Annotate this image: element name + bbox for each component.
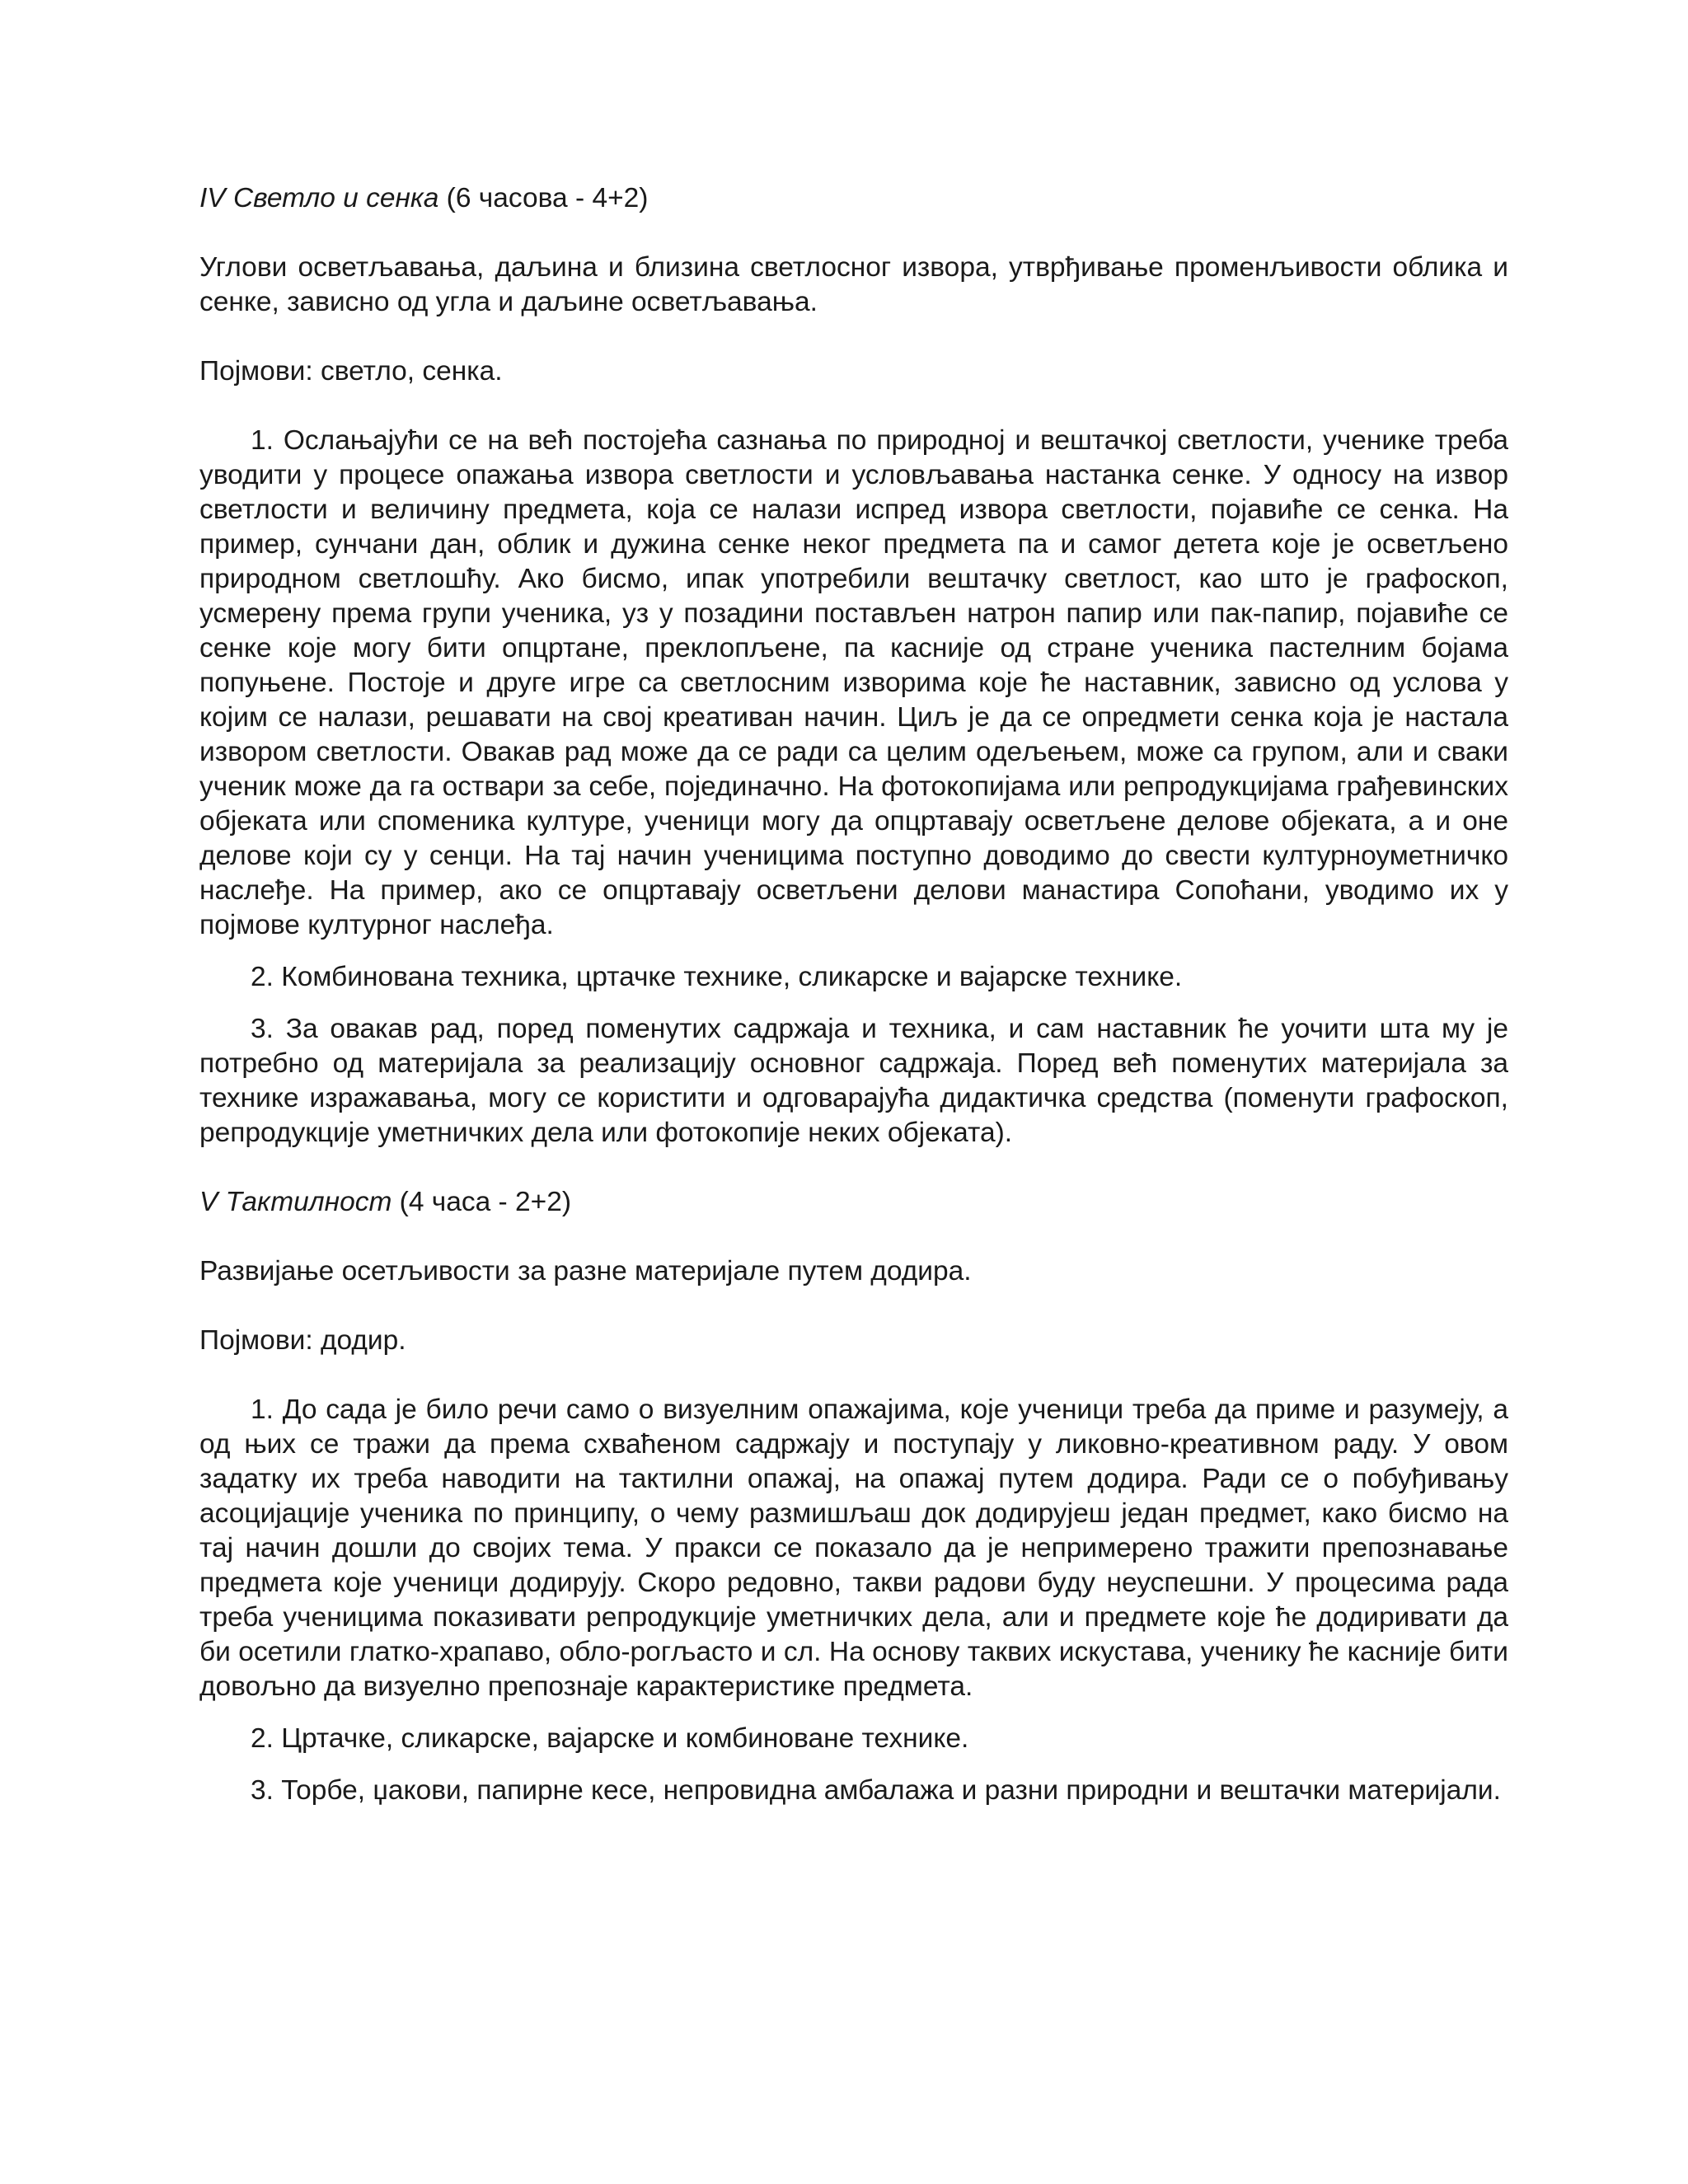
section-light-and-shadow [199,181,1508,1151]
list-item: 1. Ослањајући се на већ постојећа сазнања по природној и вештачкој светлости, ученике треба уводити у процесе опажања извора светлости и условљавања настанка сенке. У односу на извор светлости и величину предмета, која се налази испред извора светлости, појавиће се сенка. На пример, сунчани дан, облик и дужина сенке неког предмета па и самог детета које је осветљено природном светлошћу. Ако бисмо, ипак употребили вештачку светлост, као што је графоскоп, усмерену према групи ученика, уз у позадини постављен натрон папир или пак-папир, појавиће се сенке које могу бити опцртане, преклопљене, па касније од стране ученика пастелним бојама попуњене. Постоје и друге игре са светлосним изворима које ће наставник, зависно од услова у којим се налази, решавати на свој креативан начин. Циљ је да се опредмети сенка која је настала извором светлости. Овакав рад може да се ради са целим одељењем, може са групом, али и сваки ученик може да га оствари за себе, појединачно. На фотокопијама или репродукцијама грађевинских објеката или споменика културе, ученици могу да опцртавају осветљене делове објеката, а и оне делове који су у сенци. На тај начин ученицима поступно доводимо до свести културноуметничко наслеђе. На пример, ако се опцртавају осветљени делови манастира Сопоћани, уводимо их у појмове културног наслеђа. [199,425,1508,940]
document-page [199,181,1508,1843]
section-heading [199,181,1508,216]
section-terms: Појмови: светло, сенка. [199,356,503,387]
section-heading [199,1185,1508,1220]
list-item: 2. Цртачке, сликарске, вајарске и комбиноване технике. [251,1723,969,1754]
list-item: 3. За овакав рад, поред поменутих садржаја и техника, и сам наставник ће уочити шта му је потребно од материјала за реализацију основног садржаја. Поред већ поменутих материјала за технике изражавања, могу се користити и одговарајућа дидактичка средства (поменути графоскоп, репродукције уметничких дела или фотокопије неких објеката). [199,1014,1508,1148]
list-item: 1. До сада је било речи само о визуелним опажајима, које ученици треба да приме и разумеју, а од њих се тражи да према схваћеном садржају и поступају у ликовно-креативном раду. У овом задатку их треба наводити на тактилни опажај, на опажај путем додира. Ради се о побуђивању асоцијације ученика по принципу, о чему размишљаш док додирујеш један предмет, како бисмо на тај начин дошли до својих тема. У пракси се показало да је непримерено тражити препознавање предмета које ученици додирују. Скоро редовно, такви радови буду неуспешни. У процесима рада треба ученицима показивати репродукције уметничких дела, али и предмете које ће додиривати да би осетили глатко-храпаво, обло-рогљасто и сл. На основу таквих искустава, ученику ће касније бити довољно да визуелно препознаје карактеристике предмета. [199,1394,1508,1702]
section-title: V Тактилност [199,1187,392,1217]
list-item: 3. Торбе, џакови, папирне кесе, непровидна амбалажа и разни природни и вештачки материјали. [251,1775,1501,1806]
section-terms: Појмови: додир. [199,1325,406,1356]
section-title: IV Светло и сенка [199,183,439,213]
section-tactility [199,1185,1508,1808]
section-intro: Развијање осетљивости за разне материјале путем додира. [199,1256,972,1286]
section-hours: (4 часа - 2+2) [392,1187,571,1217]
list-item: 2. Комбинована техника, цртачке технике, сликарске и вајарске технике. [251,962,1183,992]
section-intro: Углови осветљавања, даљина и близина светлосног извора, утврђивање променљивости облика и сенке, зависно од угла и даљине осветљавања. [199,252,1508,317]
section-hours: (6 часова - 4+2) [438,183,649,213]
